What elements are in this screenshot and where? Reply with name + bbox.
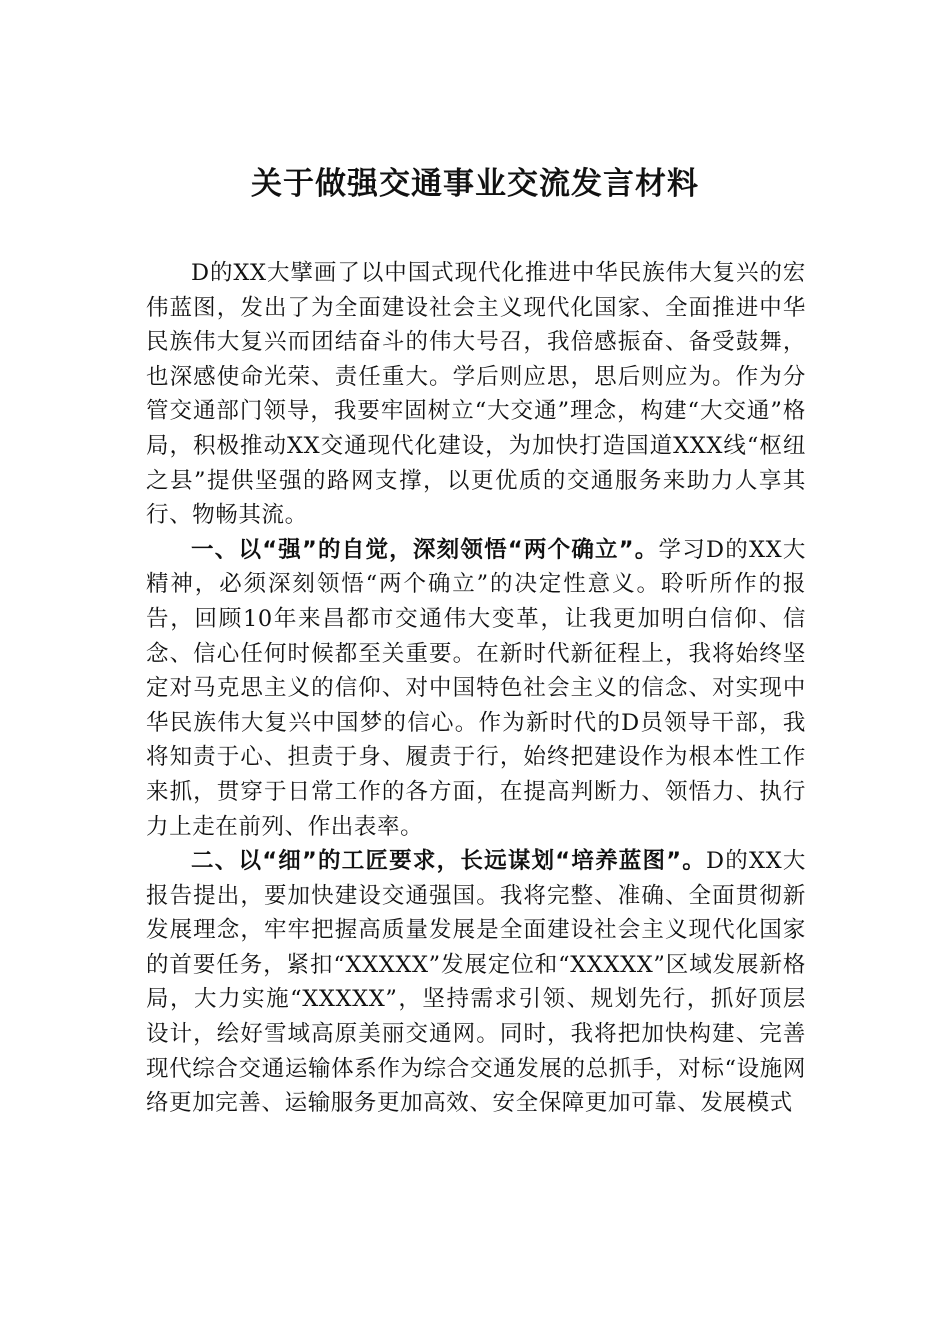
paragraph-text: D的XX大报告提出，要加快建设交通强国。我将完整、准确、全面贯彻新发展理念，牢牢把握高质量发展是全面建设社会主义现代化国家的首要任务，紧扣“XXXXX”发展定位和“XXXXX”区域发展新格局，大力实施“XXXXX”，坚持需求引领、规划先行，抓好顶层设计，绘好雪域高原美丽交通网。同时，我将把加快构建、完善现代综合交通运输体系作为综合交通发展的总抓手，对标“设施网络更加完善、运输服务更加高效、安全保障更加可靠、发展模式 xyxy=(146,848,807,1117)
document-body xyxy=(146,256,806,1121)
document-title: 关于做强交通事业交流发言材料 xyxy=(251,166,699,202)
section-heading: 一、以“强”的自觉，深刻领悟“两个确立”。 xyxy=(191,536,659,563)
paragraph-section-2 xyxy=(146,844,806,1121)
paragraph-text: 学习D的XX大精神，必须深刻领悟“两个确立”的决定性意义。聆听所作的报告，回顾10年来昌都市交通伟大变革，让我更加明白信仰、信念、信心任何时候都至关重要。在新时代新征程上，我将始终坚定对马克思主义的信仰、对中国特色社会主义的信念、对实现中华民族伟大复兴中国梦的信心。作为新时代的D员领导干部，我将知责于心、担责于身、履责于行，始终把建设作为根本性工作来抓，贯穿于日常工作的各方面，在提高判断力、领悟力、执行力上走在前列、作出表率。 xyxy=(146,536,806,840)
paragraph-section-1 xyxy=(146,533,806,844)
paragraph-text: D的XX大擘画了以中国式现代化推进中华民族伟大复兴的宏伟蓝图，发出了为全面建设社会主义现代化国家、全面推进中华民族伟大复兴而团结奋斗的伟大号召，我倍感振奋、备受鼓舞，也深感使命光荣、责任重大。学后则应思，思后则应为。作为分管交通部门领导，我要牢固树立“大交通”理念，构建“大交通”格局，积极推动XX交通现代化建设，为加快打造国道XXX线“枢纽之县”提供坚强的路网支撑，以更优质的交通服务来助力人享其行、物畅其流。 xyxy=(146,260,806,529)
paragraph-intro xyxy=(146,256,806,533)
section-heading: 二、以“细”的工匠要求，长远谋划“培养蓝图”。 xyxy=(191,848,707,875)
